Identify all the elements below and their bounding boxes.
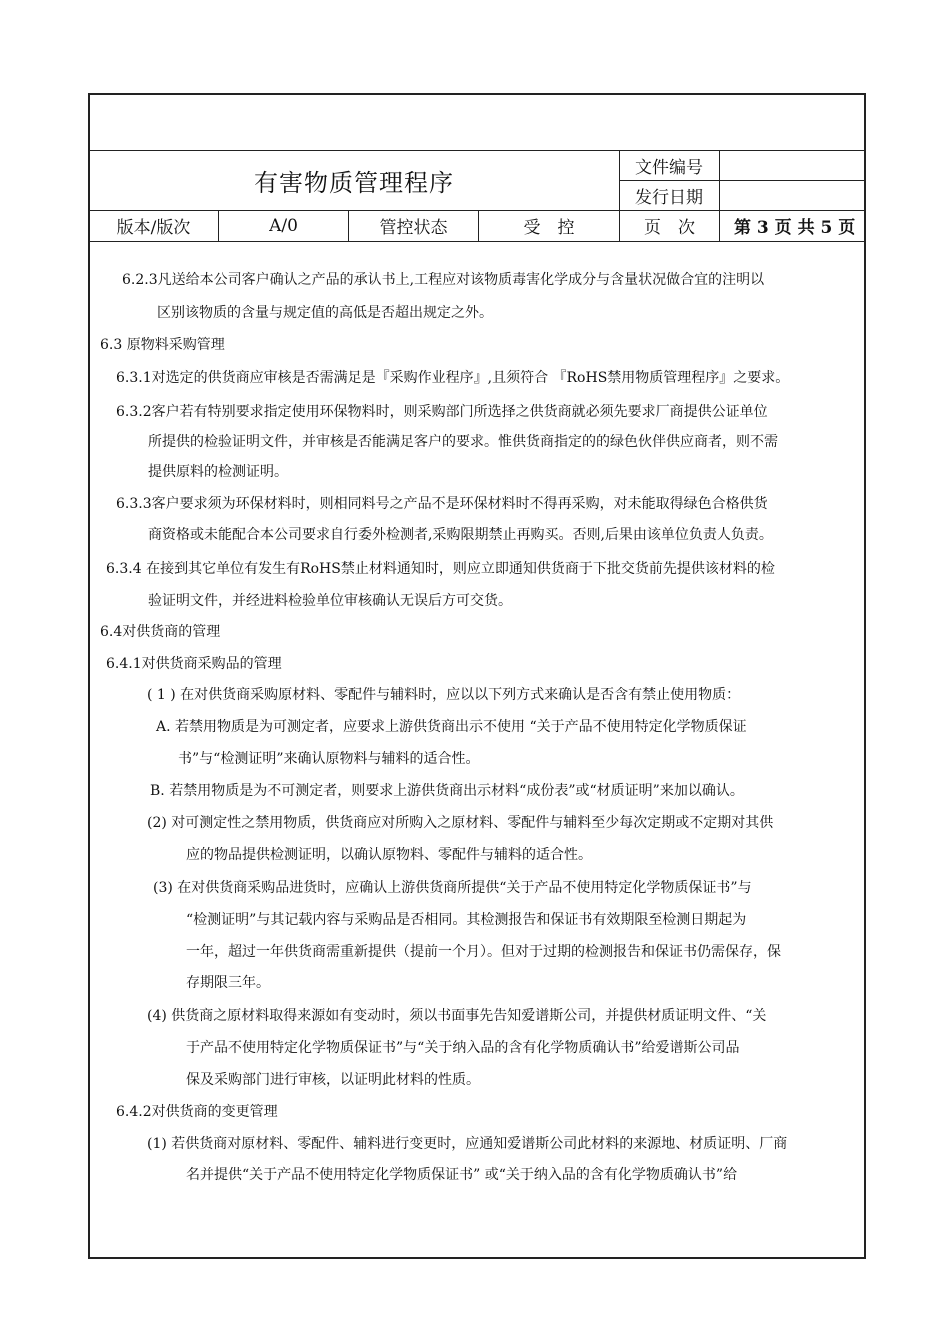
body-line: 6.3.4 在接到其它单位有发生有RoHS禁止材料通知时，则应立即通知供货商于下批交货前先提供该材料的检 — [106, 561, 775, 577]
body-line: (4) 供货商之原材料取得来源如有变动时，须以书面事先告知爱谱斯公司，并提供材质证明文件、“关 — [147, 1008, 767, 1024]
control-status-value: 受 控 — [523, 218, 575, 238]
section-heading: 6.4对供货商的管理 — [100, 624, 221, 640]
body-line: 验证明文件，并经进料检验单位审核确认无误后方可交货。 — [148, 593, 512, 609]
header-bottom-rule — [89, 241, 865, 242]
body-line: 商资格或未能配合本公司要求自行委外检测者,采购限期禁止再购买。否则,后果由该单位负责人负责。 — [148, 527, 773, 543]
body-line: 6.2.3凡送给本公司客户确认之产品的承认书上,工程应对该物质毒害化学成分与含量状况做合宜的注明以 — [122, 272, 765, 288]
body-line: 一年，超过一年供货商需重新提供（提前一个月）。但对于过期的检测报告和保证书仍需保存，保 — [186, 944, 781, 960]
page-title: 有害物质管理程序 — [254, 168, 454, 197]
section-heading: 6.3 原物料采购管理 — [100, 337, 225, 353]
body-line: “检测证明”与其记载内容与采购品是否相同。其检测报告和保证书有效期限至检测日期起为 — [186, 912, 747, 928]
page-value: 第 3 页 共 5 页 — [734, 218, 856, 238]
subsection-heading: 6.4.1对供货商采购品的管理 — [106, 656, 282, 672]
issue-date-label: 发行日期 — [635, 187, 703, 208]
version-value: A/0 — [269, 215, 298, 236]
doc-no-value — [720, 150, 865, 180]
body-line: 书”与“检测证明”来确认原物料与辅料的适合性。 — [178, 751, 480, 767]
subsection-heading: 6.4.2对供货商的变更管理 — [116, 1104, 278, 1120]
body-line: 所提供的检验证明文件，并审核是否能满足客户的要求。惟供货商指定的的绿色伙伴供应商者，则不需 — [148, 434, 778, 450]
body-line: 应的物品提供检测证明，以确认原物料、零配件与辅料的适合性。 — [186, 847, 592, 863]
body-line: 保及采购部门进行审核，以证明此材料的性质。 — [186, 1072, 480, 1088]
body-line: 区别该物质的含量与规定值的高低是否超出规定之外。 — [157, 305, 493, 321]
version-label: 版本/版次 — [116, 218, 191, 238]
body-line: 名并提供“关于产品不使用特定化学物质保证书” 或“关于纳入品的含有化学物质确认书”给 — [186, 1167, 738, 1183]
issue-date-value — [720, 180, 865, 210]
body-line: 6.3.2客户若有特别要求指定使用环保物料时，则采购部门所选择之供货商就必须先要求厂商提供公证单位 — [116, 404, 768, 420]
body-line: 6.3.3客户要求须为环保材料时，则相同料号之产品不是环保材料时不得再采购，对未能取得绿色合格供货 — [116, 496, 768, 512]
body-line: ( 1 ) 在对供货商采购原材料、零配件与辅料时，应以以下列方式来确认是否含有禁止使用物质： — [147, 687, 741, 703]
body-line: 提供原料的检测证明。 — [148, 464, 288, 480]
doc-no-label: 文件编号 — [635, 157, 703, 178]
body-line: 存期限三年。 — [186, 975, 270, 991]
body-line: (2) 对可测定性之禁用物质，供货商应对所购入之原材料、零配件与辅料至少每次定期或不定期对其供 — [147, 815, 774, 831]
body-line: B. 若禁用物质是为不可测定者，则要求上游供货商出示材料“成份表”或“材质证明”来加以确认。 — [150, 783, 744, 799]
body-line: 于产品不使用特定化学物质保证书”与“关于纳入品的含有化学物质确认书”给爱谱斯公司品 — [186, 1040, 740, 1056]
control-status-label: 管控状态 — [379, 218, 448, 238]
body-line: A. 若禁用物质是为可测定者，应要求上游供货商出示不使用 “关于产品不使用特定化学物质保证 — [156, 719, 747, 735]
page-label: 页 次 — [644, 218, 695, 238]
body-line: (3) 在对供货商采购品进货时，应确认上游供货商所提供“关于产品不使用特定化学物质保证书”与 — [153, 880, 752, 896]
body-line: 6.3.1对选定的供货商应审核是否需满足是『采购作业程序』,且须符合 『RoHS禁用物质管理程序』之要求。 — [116, 370, 790, 386]
body-line: (1) 若供货商对原材料、零配件、辅料进行变更时，应通知爱谱斯公司此材料的来源地、材质证明、厂商 — [147, 1136, 788, 1152]
